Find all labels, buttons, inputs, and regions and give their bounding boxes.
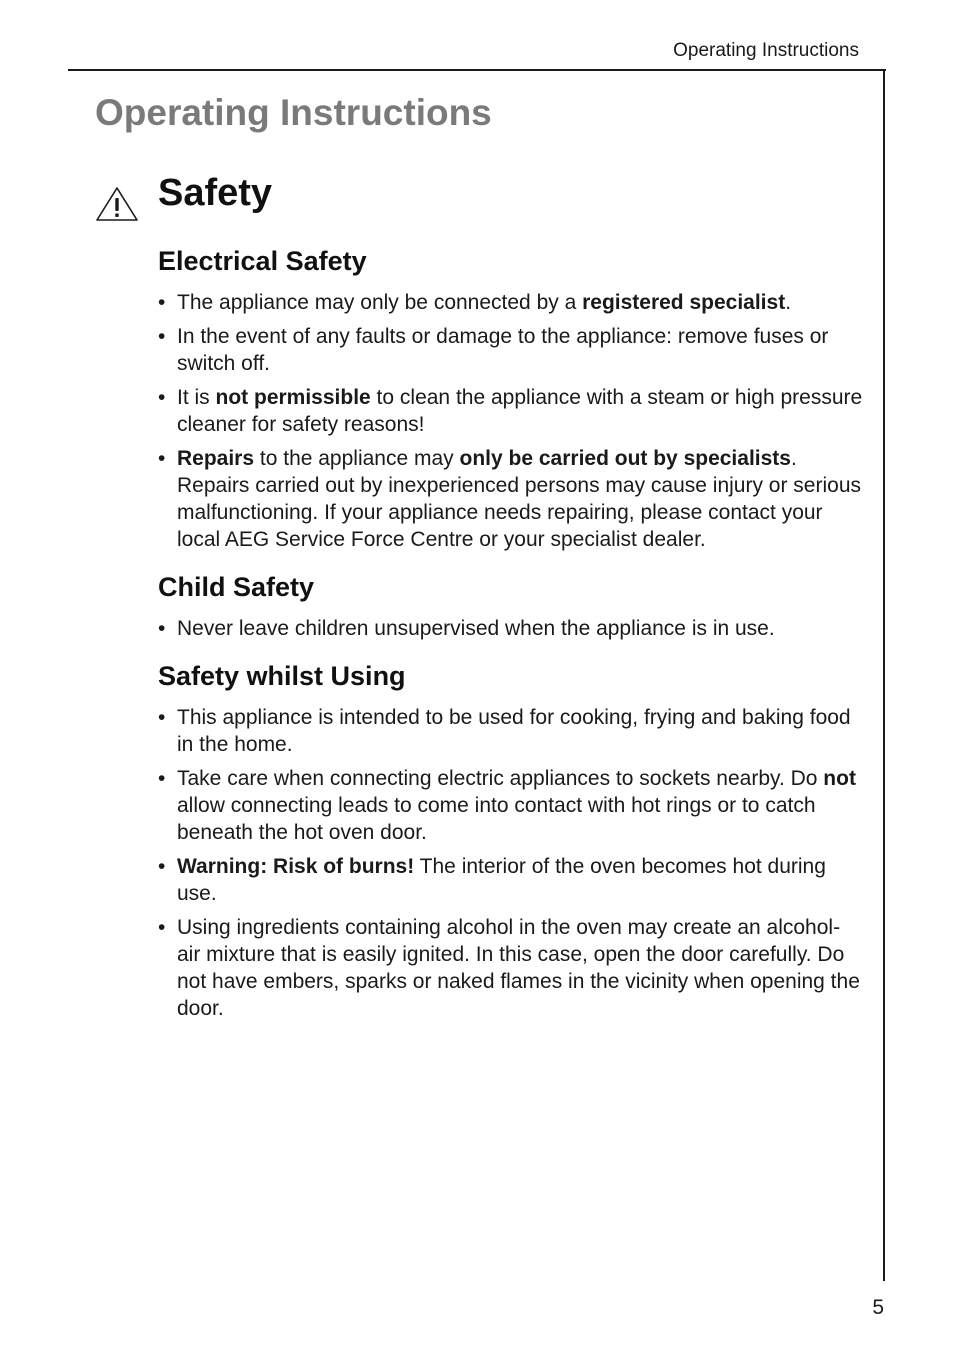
body-text: In the event of any faults or damage to the appliance: remove fuses or switch off.	[177, 325, 829, 375]
emphasis-text: not	[823, 767, 856, 790]
bullet-dot: •	[158, 325, 166, 348]
running-header: Operating Instructions	[673, 40, 859, 61]
subheading: Electrical Safety	[158, 246, 367, 276]
warning-triangle-icon	[95, 186, 139, 222]
body-text: Using ingredients containing alcohol in the oven may create an alcohol-air mixture that is easily ignited. In this case, open the door carefully. Do not have embers, sparks or naked flames in the vicinity when opening the door.	[177, 916, 860, 1020]
bullet-dot: •	[158, 386, 166, 409]
subheading: Safety whilst Using	[158, 661, 406, 691]
bullet-item	[158, 914, 863, 1022]
bullet-dot: •	[158, 916, 166, 939]
body-text: Never leave children unsupervised when the appliance is in use.	[177, 617, 775, 640]
page-number: 5	[872, 1296, 884, 1319]
body-text: allow connecting leads to come into contact with hot rings or to catch beneath the hot oven door.	[177, 794, 816, 844]
emphasis-text: only be carried out by specialists	[459, 447, 791, 470]
page-title: Operating Instructions	[95, 92, 492, 133]
margin-rule	[883, 69, 885, 1281]
body-text: Take care when connecting electric appliances to sockets nearby. Do	[177, 767, 824, 790]
emphasis-text: Repairs	[177, 447, 255, 470]
body-text: This appliance is intended to be used for cooking, frying and baking food in the home.	[177, 706, 851, 756]
bullet-dot: •	[158, 617, 166, 640]
bullet-dot: •	[158, 855, 166, 878]
emphasis-text: registered specialist	[582, 291, 786, 314]
bullet-list	[158, 289, 863, 553]
bullet-item	[158, 323, 863, 377]
bullet-dot: •	[158, 447, 166, 470]
bullet-item	[158, 289, 863, 316]
emphasis-text: Warning: Risk of burns!	[177, 855, 415, 878]
header-rule	[68, 69, 886, 71]
bullet-item	[158, 615, 863, 642]
body-text: . Repairs carried out by inexperienced persons may cause injury or serious malfunctioning. If your appliance needs repairing, please contact your local AEG Service Force Centre or your specialist dealer.	[177, 447, 861, 551]
section-title: Safety	[158, 172, 273, 214]
body-text: .	[785, 291, 792, 314]
safety-group	[158, 569, 863, 642]
bullet-dot: •	[158, 706, 166, 729]
body-text: It is	[177, 386, 216, 409]
safety-group	[158, 243, 863, 553]
body-text: The interior of the oven becomes hot during use.	[177, 855, 826, 905]
subheading: Child Safety	[158, 572, 315, 602]
bullet-item	[158, 384, 863, 438]
bullet-item	[158, 704, 863, 758]
bullet-dot: •	[158, 291, 166, 314]
safety-content	[158, 243, 863, 1038]
bullet-dot: •	[158, 767, 166, 790]
safety-group	[158, 658, 863, 1022]
bullet-item	[158, 445, 863, 553]
bullet-item	[158, 853, 863, 907]
bullet-list	[158, 704, 863, 1022]
body-text: to clean the appliance with a steam or high pressure cleaner for safety reasons!	[177, 386, 863, 436]
bullet-list	[158, 615, 863, 642]
body-text: The appliance may only be connected by a	[177, 291, 583, 314]
bullet-item	[158, 765, 863, 846]
emphasis-text: not permissible	[215, 386, 371, 409]
body-text: to the appliance may	[254, 447, 460, 470]
